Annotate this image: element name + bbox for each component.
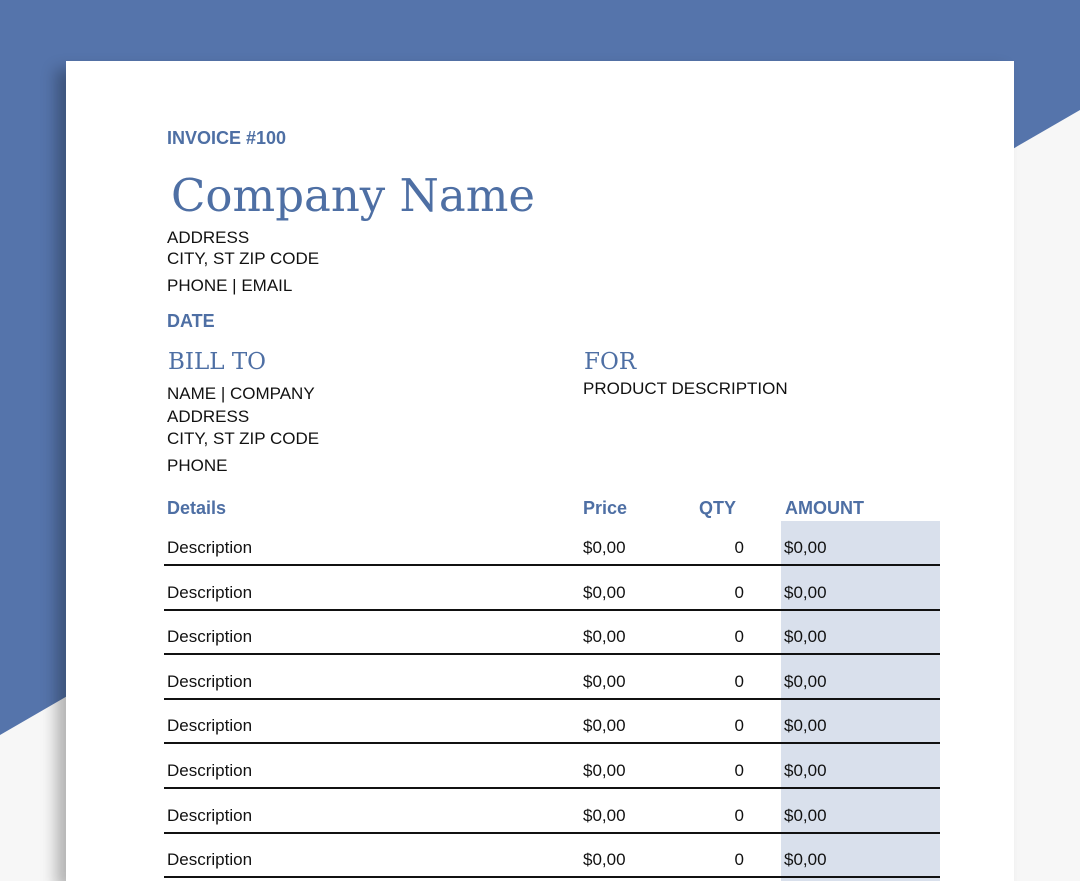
row-amount: $0,00 xyxy=(784,538,827,557)
row-description: Description xyxy=(167,627,253,646)
row-price: $0,00 xyxy=(583,716,626,735)
row-qty: 0 xyxy=(734,627,744,646)
company-city-line: CITY, ST ZIP CODE xyxy=(167,249,320,268)
table-row xyxy=(164,656,940,700)
row-amount: $0,00 xyxy=(784,716,827,735)
row-amount: $0,00 xyxy=(784,761,827,780)
row-price: $0,00 xyxy=(583,806,626,825)
row-description: Description xyxy=(167,850,253,869)
table-row xyxy=(164,522,940,566)
row-description: Description xyxy=(167,806,253,825)
row-divider xyxy=(164,653,940,655)
date-label: DATE xyxy=(167,311,215,331)
bill-to-phone: PHONE xyxy=(167,456,228,475)
for-description: PRODUCT DESCRIPTION xyxy=(583,379,788,398)
row-description: Description xyxy=(167,583,253,602)
row-price: $0,00 xyxy=(583,627,626,646)
row-qty: 0 xyxy=(734,716,744,735)
row-amount: $0,00 xyxy=(784,850,827,869)
row-price: $0,00 xyxy=(583,672,626,691)
row-qty: 0 xyxy=(734,806,744,825)
row-description: Description xyxy=(167,672,253,691)
bill-to-heading: BILL TO xyxy=(168,349,267,375)
header-qty: QTY xyxy=(699,498,737,518)
table-row xyxy=(164,700,940,744)
invoice-number: INVOICE #100 xyxy=(167,128,287,148)
header-amount: AMOUNT xyxy=(785,498,864,518)
company-address: ADDRESS xyxy=(167,228,250,247)
row-amount: $0,00 xyxy=(784,627,827,646)
bill-to-city-line: CITY, ST ZIP CODE xyxy=(167,429,320,448)
row-divider xyxy=(164,564,940,566)
row-divider xyxy=(164,787,940,789)
row-qty: 0 xyxy=(734,538,744,557)
row-amount: $0,00 xyxy=(784,583,827,602)
row-price: $0,00 xyxy=(583,538,626,557)
row-divider xyxy=(164,876,940,878)
for-heading: FOR xyxy=(584,349,637,375)
table-row xyxy=(164,834,940,878)
row-amount: $0,00 xyxy=(784,672,827,691)
table-row xyxy=(164,745,940,789)
row-description: Description xyxy=(167,716,253,735)
row-price: $0,00 xyxy=(583,583,626,602)
company-name: Company Name xyxy=(171,169,536,222)
invoice-sheet xyxy=(66,61,1014,881)
row-description: Description xyxy=(167,761,253,780)
row-price: $0,00 xyxy=(583,850,626,869)
table-row xyxy=(164,790,940,834)
header-price: Price xyxy=(583,498,628,518)
table-row xyxy=(164,567,940,611)
header-details: Details xyxy=(167,498,227,518)
row-qty: 0 xyxy=(734,850,744,869)
row-price: $0,00 xyxy=(583,761,626,780)
table-row xyxy=(164,611,940,655)
row-amount: $0,00 xyxy=(784,806,827,825)
row-qty: 0 xyxy=(734,583,744,602)
row-qty: 0 xyxy=(734,761,744,780)
bill-to-address: ADDRESS xyxy=(167,407,250,426)
row-qty: 0 xyxy=(734,672,744,691)
row-divider xyxy=(164,742,940,744)
bill-to-name: NAME | COMPANY xyxy=(167,384,315,403)
company-contact: PHONE | EMAIL xyxy=(167,276,293,295)
row-description: Description xyxy=(167,538,253,557)
